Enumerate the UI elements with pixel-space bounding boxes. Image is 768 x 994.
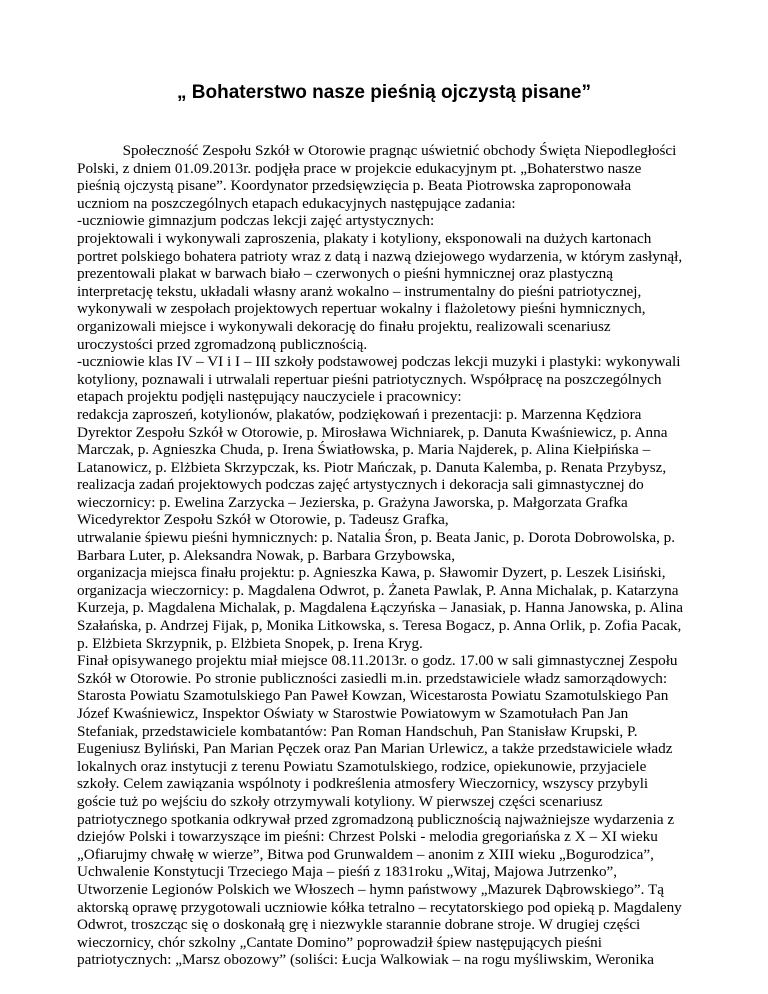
body-text-line: utrwalanie śpiewu pieśni hymnicznych: p. Natalia Śron, p. Beata Janic, p. Dorota Dobrowolska, p. bbox=[77, 529, 676, 547]
body-text-line: Szałańska, p. Andrzej Fijak, p, Monika Litkowska, s. Teresa Bogacz, p. Anna Orlik, p. Zofia Pacak, bbox=[77, 617, 682, 635]
body-text-line: interpretację tekstu, układali własny aranż wokalno – instrumentalny do pieśni patriotycznej, bbox=[77, 282, 642, 300]
body-text-line: projektowali i wykonywali zaproszenia, plakaty i kotyliony, eksponowali na dużych kartonach bbox=[77, 229, 652, 247]
body-text-line: Eugeniusz Byliński, Pan Marian Pęczek oraz Pan Marian Urlewicz, a także przedstawiciele władz bbox=[77, 740, 673, 758]
body-text-line: wieczornicy, chór szkolny „Cantate Domino” poprowadził śpiew następujących pieśni bbox=[77, 933, 602, 951]
body-text-line: p. Elżbieta Skrzypnik, p. Elżbieta Snopek, p. Irena Kryg. bbox=[77, 634, 423, 652]
body-text-line: Marczak, p. Agnieszka Chuda, p. Irena Światłowska, p. Maria Najderek, p. Alina Kiełpińska – bbox=[77, 441, 651, 459]
body-text-line: Odwrot, troszcząc się o doskonałą grę i niezwykle starannie dobrane stroje. W drugiej części bbox=[77, 916, 641, 934]
body-text-line: kotyliony, poznawali i utrwalali repertuar pieśni patriotycznych. Współpracę na poszczególnych bbox=[77, 370, 662, 388]
body-text-line: uroczystości przed zgromadzoną publicznością. bbox=[77, 335, 368, 353]
body-text-line: wykonywali w zespołach projektowych repertuar wokalny i flażoletowy pieśni hymnicznych, bbox=[77, 300, 646, 318]
body-text-line: prezentowali plakat w barwach biało – czerwonych o pieśni hymnicznej oraz plastyczną bbox=[77, 265, 613, 283]
body-text-line: organizowali miejsce i wykonywali dekorację do finału projektu, realizowali scenariusz bbox=[77, 317, 611, 335]
body-text-line: „Ofiarujmy chwałę w wierze”, Bitwa pod Grunwaldem – anonim z XIII wieku „Bogurodzica”, bbox=[77, 845, 654, 863]
body-text-line: Społeczność Zespołu Szkół w Otorowie pragnąc uświetnić obchody Święta Niepodległości bbox=[77, 142, 677, 159]
body-text-line: portret polskiego bohatera patrioty wraz z datą i nazwą dziejowego wydarzenia, w którym zasłynął, bbox=[77, 247, 683, 265]
body-text-line: szkoły. Celem zawiązania wspólnoty i podkreślenia atmosfery Wieczornicy, wszyscy przybyli bbox=[77, 775, 649, 793]
body-text-line: uczniom na poszczególnych etapach edukacyjnych następujące zadania: bbox=[77, 194, 516, 212]
body-text-line: dziejów Polski i towarzyszące im pieśni: Chrzest Polski - melodia gregoriańska z X – XI wieku bbox=[77, 828, 658, 846]
body-text-line: Polski, z dniem 01.09.2013r. podjęła prace w projekcie edukacyjnym pt. „Bohaterstwo nasze bbox=[77, 159, 642, 177]
body-text-line: Utworzenie Legionów Polskich we Włoszech – hymn państwowy „Mazurek Dąbrowskiego”. Tą bbox=[77, 880, 664, 898]
body-text-line: Szkół w Otorowie. Po stronie publiczności zasiedli m.in. przedstawiciele władz samorządowych: bbox=[77, 669, 668, 687]
body-text-line: Kurzeja, p. Magdalena Michalak, p. Magdalena Łączyńska – Janasiak, p. Hanna Janowska, p. Alina bbox=[77, 599, 684, 617]
body-text-line: Barbara Luter, p. Aleksandra Nowak, p. Barbara Grzybowska, bbox=[77, 546, 456, 564]
body-text-line: Wicedyrektor Zespołu Szkół w Otorowie, p. Tadeusz Grafka, bbox=[77, 511, 449, 529]
body-text-line: lokalnych oraz instytucji z terenu Powiatu Szamotulskiego, rodzice, opiekunowie, przyjaciele bbox=[77, 757, 647, 775]
body-text-line: realizacja zadań projektowych podczas zajęć artystycznych i dekoracja sali gimnastycznej do bbox=[77, 476, 644, 494]
document-body bbox=[77, 142, 697, 969]
body-text-line: wieczornicy: p. Ewelina Zarzycka – Jezierska, p. Grażyna Jaworska, p. Małgorzata Grafka bbox=[77, 493, 628, 511]
document-title: „ Bohaterstwo nasze pieśnią ojczystą pisane” bbox=[177, 82, 591, 103]
body-text-line: -uczniowie klas IV – VI i I – III szkoły podstawowej podczas lekcji muzyki i plastyki: wykonywali bbox=[77, 353, 681, 371]
body-text-line: patriotycznego spotkania odkrywał przed zgromadzoną publicznością najważniejsze wydarzenia z bbox=[77, 810, 675, 828]
body-text-line: Dyrektor Zespołu Szkół w Otorowie, p. Mirosława Wichniarek, p. Danuta Kwaśniewicz, p. Anna bbox=[77, 423, 668, 441]
body-text-line: pieśnią ojczystą pisane”. Koordynator przedsięwzięcia p. Beata Piotrowska zaproponowała bbox=[77, 177, 632, 195]
body-text-line: aktorską oprawę przygotowali uczniowie kółka tetralno – recytatorskiego pod opieką p. Magdaleny bbox=[77, 898, 682, 916]
body-text-line: etapach projektu podjęli następujący nauczyciele i pracownicy: bbox=[77, 388, 462, 406]
body-text-line: Stefaniak, przedstawiciele kombatantów: Pan Roman Handschuh, Pan Stanisław Krupski, P. bbox=[77, 722, 638, 740]
body-text-line: Finał opisywanego projektu miał miejsce 08.11.2013r. o godz. 17.00 w sali gimnastycznej Zespołu bbox=[77, 652, 678, 670]
body-text-line: Starosta Powiatu Szamotulskiego Pan Paweł Kowzan, Wicestarosta Powiatu Szamotulskiego Pan bbox=[77, 687, 669, 705]
body-text-line: Uchwalenie Konstytucji Trzeciego Maja – pieśń z 1831roku „Witaj, Majowa Jutrzenko”, bbox=[77, 863, 618, 881]
body-text-line: organizacja wieczornicy: p. Magdalena Odwrot, p. Żaneta Pawlak, P. Anna Michalak, p. Katarzyna bbox=[77, 581, 679, 599]
body-text-line: patriotycznych: „Marsz obozowy” (soliści: Łucja Walkowiak – na rogu myśliwskim, Weronika bbox=[77, 951, 654, 969]
body-text-line: goście tuż po wejściu do szkoły otrzymywali kotyliony. W pierwszej części scenariusz bbox=[77, 792, 603, 810]
body-text-line: -uczniowie gimnazjum podczas lekcji zajęć artystycznych: bbox=[77, 212, 435, 230]
body-text-line: Józef Kwaśniewicz, Inspektor Oświaty w Starostwie Powiatowym w Szamotułach Pan Jan bbox=[77, 705, 629, 722]
body-text-line: redakcja zaproszeń, kotylionów, plakatów, podziękowań i prezentacji: p. Marzenna Kędziora bbox=[77, 405, 642, 423]
body-text-line: organizacja miejsca finału projektu: p. Agnieszka Kawa, p. Sławomir Dyzert, p. Leszek Lisiński, bbox=[77, 564, 666, 582]
body-text-line: Latanowicz, p. Elżbieta Skrzypczak, ks. Piotr Mańczak, p. Danuta Kalemba, p. Renata Przybysz, bbox=[77, 458, 667, 476]
